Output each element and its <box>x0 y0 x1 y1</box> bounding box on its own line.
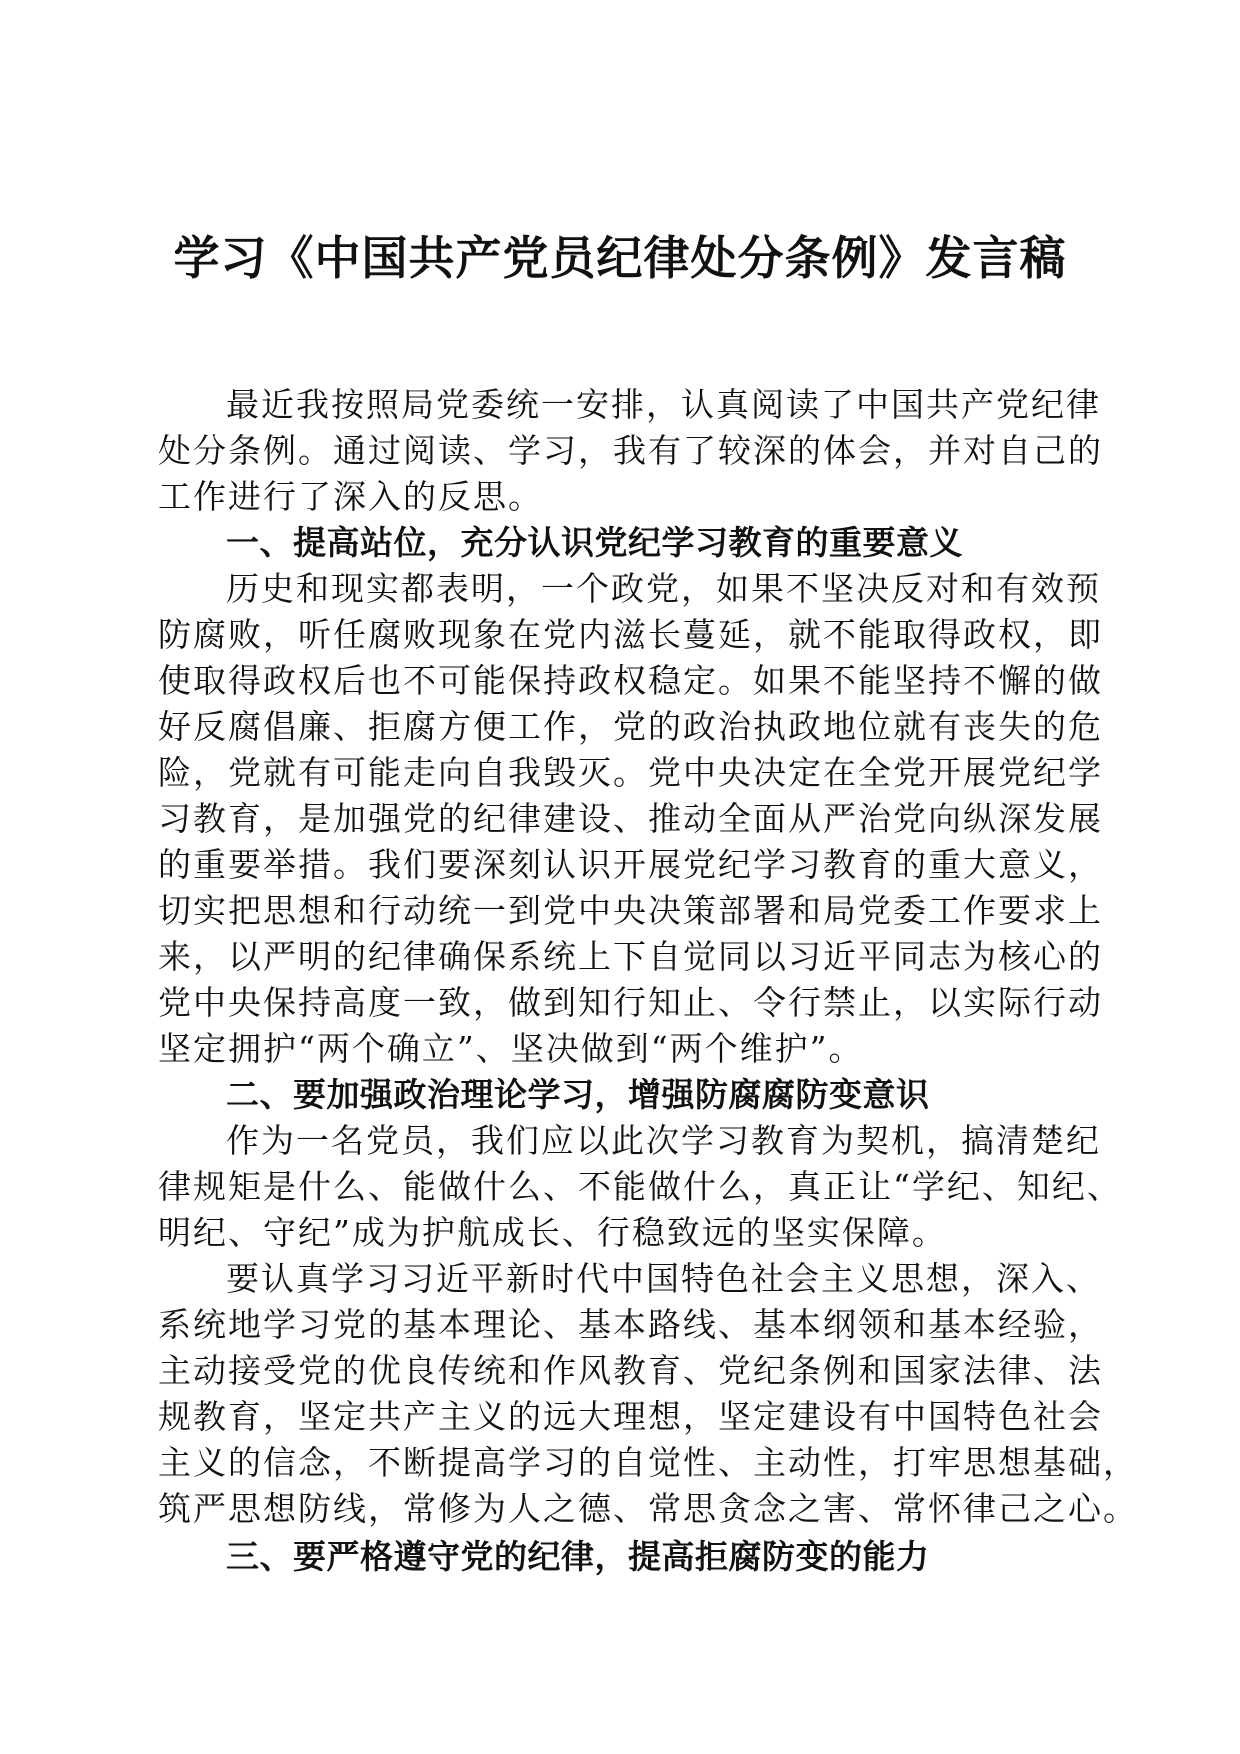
paragraph-line: 律规矩是什么、能做什么、不能做什么，真正让“学纪、知纪、 <box>158 1167 1122 1206</box>
paragraph-line: 作为一名党员，我们应以此次学习教育为契机，搞清楚纪 <box>226 1121 1101 1160</box>
paragraph-line: 历史和现实都表明，一个政党，如果不坚决反对和有效预 <box>226 569 1101 608</box>
paragraph-line: 好反腐倡廉、拒腐方便工作，党的政治执政地位就有丧失的危 <box>158 707 1103 746</box>
paragraph-line: 习教育，是加强党的纪律建设、推动全面从严治党向纵深发展 <box>158 799 1103 838</box>
section-heading: 二、要加强政治理论学习，增强防腐腐防变意识 <box>226 1075 930 1114</box>
section-heading: 一、提高站位，充分认识党纪学习教育的重要意义 <box>226 523 963 562</box>
paragraph-line: 险，党就有可能走向自我毁灭。党中央决定在全党开展党纪学 <box>158 753 1103 792</box>
paragraph-line: 防腐败，听任腐败现象在党内滋长蔓延，就不能取得政权，即 <box>158 615 1103 654</box>
paragraph-line: 来，以严明的纪律确保系统上下自觉同以习近平同志为核心的 <box>158 937 1103 976</box>
paragraph-line: 党中央保持高度一致，做到知行知止、令行禁止，以实际行动 <box>158 983 1103 1022</box>
paragraph-line: 系统地学习党的基本理论、基本路线、基本纲领和基本经验， <box>158 1305 1103 1344</box>
paragraph-line: 筑严思想防线，常修为人之德、常思贪念之害、常怀律己之心。 <box>158 1489 1138 1528</box>
paragraph-line: 切实把思想和行动统一到党中央决策部署和局党委工作要求上 <box>158 891 1103 930</box>
paragraph-line: 最近我按照局党委统一安排，认真阅读了中国共产党纪律 <box>226 385 1101 424</box>
paragraph-line: 坚定拥护“两个确立”、坚决做到“两个维护”。 <box>158 1029 864 1068</box>
paragraph-line: 主动接受党的优良传统和作风教育、党纪条例和国家法律、法 <box>158 1351 1103 1390</box>
section-heading: 三、要严格遵守党的纪律，提高拒腐防变的能力 <box>226 1537 930 1576</box>
paragraph-line: 明纪、守纪”成为护航成长、行稳致远的坚实保障。 <box>158 1213 947 1252</box>
paragraph-line: 要认真学习习近平新时代中国特色社会主义思想，深入、 <box>226 1259 1101 1298</box>
paragraph-line: 使取得政权后也不可能保持政权稳定。如果不能坚持不懈的做 <box>158 661 1103 700</box>
paragraph-line: 规教育，坚定共产主义的远大理想，坚定建设有中国特色社会 <box>158 1397 1103 1436</box>
document-title: 学习《中国共产党员纪律处分条例》发言稿 <box>173 231 1067 285</box>
paragraph-line: 的重要举措。我们要深刻认识开展党纪学习教育的重大意义， <box>158 845 1103 884</box>
paragraph-line: 工作进行了深入的反思。 <box>158 477 543 516</box>
paragraph-line: 主义的信念，不断提高学习的自觉性、主动性，打牢思想基础， <box>158 1443 1138 1482</box>
paragraph-line: 处分条例。通过阅读、学习，我有了较深的体会，并对自己的 <box>158 431 1103 470</box>
